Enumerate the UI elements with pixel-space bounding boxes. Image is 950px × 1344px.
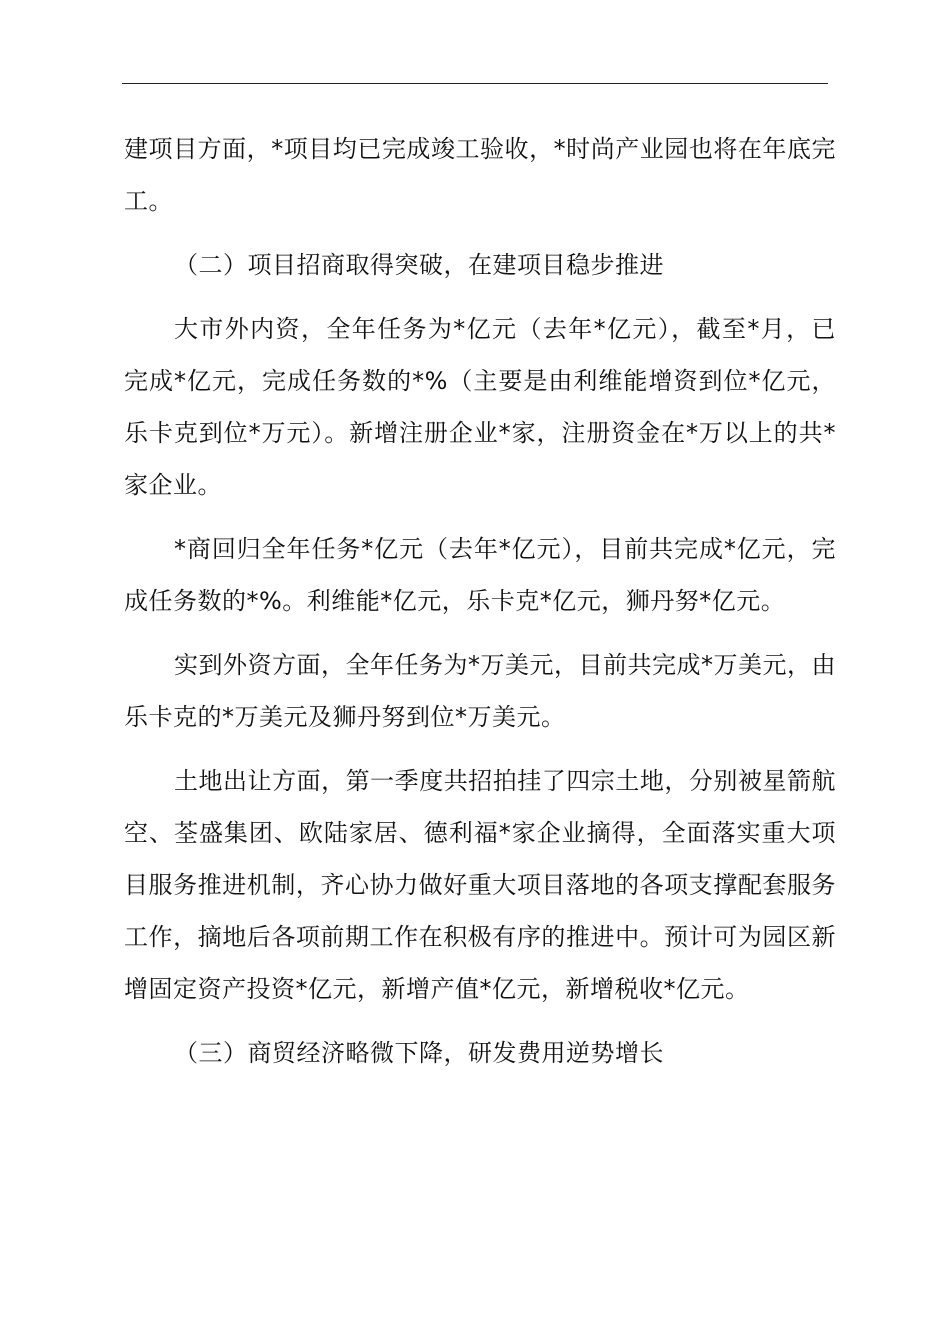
paragraph-continued-construction: 建项目方面，*项目均已完成竣工验收，*时尚产业园也将在年底完工。 [124, 135, 836, 215]
header-rule [122, 83, 828, 84]
section-heading-3: （三）商贸经济略微下降，研发费用逆势增长 [174, 1039, 664, 1067]
paragraph-land-transfer: 土地出让方面，第一季度共招拍挂了四宗土地，分别被星箭航空、荃盛集团、欧陆家居、德利福*家企业摘得，全面落实重大项目服务推进机制，齐心协力做好重大项目落地的各项支撑配套服务工作，摘地后各项前期工作在积极有序的推进中。预计可为园区新增固定资产投资*亿元，新增产值*亿元，新增税收*亿元。 [124, 767, 836, 1003]
paragraph-merchant-return: *商回归全年任务*亿元（去年*亿元），目前共完成*亿元，完成任务数的*%。利维能*亿元，乐卡克*亿元，狮丹努*亿元。 [124, 535, 836, 615]
paragraph-domestic-investment: 大市外内资，全年任务为*亿元（去年*亿元），截至*月，已完成*亿元，完成任务数的*%（主要是由利维能增资到位*亿元，乐卡克到位*万元）。新增注册企业*家，注册资金在*万以上的共*家企业。 [124, 315, 836, 499]
paragraph-foreign-investment: 实到外资方面，全年任务为*万美元，目前共完成*万美元，由乐卡克的*万美元及狮丹努到位*万美元。 [124, 651, 836, 731]
section-heading-2: （二）项目招商取得突破，在建项目稳步推进 [174, 251, 664, 279]
document-body [124, 123, 836, 1079]
